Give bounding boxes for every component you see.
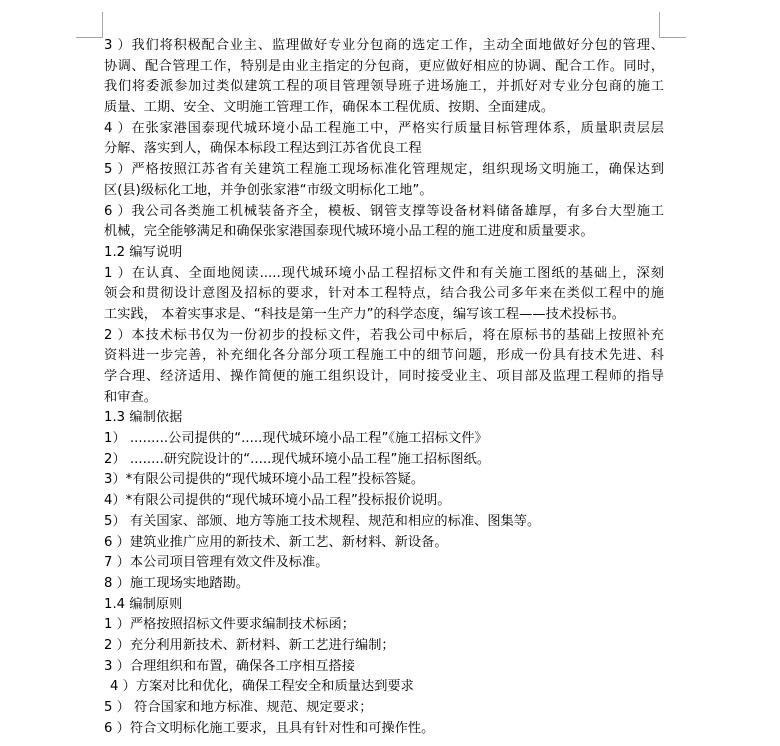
- text-line: 4 ）在张家港国泰现代城环境小品工程施工中，严格实行质量目标管理体系，质量职责层层: [104, 120, 664, 136]
- text-line: 质量、工期、安全、文明施工管理工作，确保本工程优质、按期、全面建成。: [104, 100, 555, 116]
- text-line: 4）*有限公司提供的“现代城环境小品工程”投标报价说明。: [104, 493, 451, 509]
- text-line: 4 ）方案对比和优化，确保工程安全和质量达到要求: [110, 679, 414, 695]
- text-line: 我们将委派参加过类似建筑工程的项目管理领导班子进场施工，并抓好对专业分包商的施工: [104, 79, 664, 95]
- text-line: 和审查。: [104, 389, 157, 405]
- text-line: 分解、落实到人，确保本标段工程达到江苏省优良工程: [104, 141, 422, 157]
- text-line: 3 ）我们将积极配合业主、监理做好专业分包商的选定工作，主动全面地做好分包的管理、: [104, 38, 664, 53]
- text-line: 3）*有限公司提供的“现代城环境小品工程”投标答疑。: [104, 472, 425, 488]
- text-line: 6 ）建筑业推广应用的新技术、新工艺、新材料、新设备。: [104, 534, 448, 550]
- text-line: 2 ）本技术标书仅为一份初步的投标文件，若我公司中标后，将在原标书的基础上按照补充: [104, 327, 664, 343]
- text-line: 1 ）严格按照招标文件要求编制技术标函；: [104, 617, 355, 633]
- text-line: 机械，完全能够满足和确保张家港国泰现代城环境小品工程的施工进度和质量要求。: [104, 224, 594, 240]
- text-line: 1） .........公司提供的“.....现代城环境小品工程”《施工招标文件》: [104, 431, 488, 447]
- text-line: 领会和贯彻设计意图及招标的要求，针对本工程特点，结合我公司多年来在类似工程中的施: [104, 286, 664, 302]
- text-line: 工实践， 本着实事求是、“科技是第一生产力”的科学态度，编写该工程——技术投标书。: [104, 306, 626, 322]
- document-body: [104, 36, 664, 739]
- text-line: 6 ）符合文明标化施工要求，且具有针对性和可操作性。: [104, 720, 435, 736]
- crop-mark-top-left-vertical: [102, 12, 103, 38]
- text-line: 3 ）合理组织和布置，确保各工序相互搭接: [104, 658, 355, 674]
- text-line: 1 ）在认真、全面地阅读.....现代城环境小品工程招标文件和有关施工图纸的基础上，深刻: [104, 265, 664, 281]
- text-line: 1.3 编制依据: [104, 410, 183, 426]
- text-line: 8 ）施工现场实地踏勘。: [104, 575, 250, 591]
- text-line: 2） ........研究院设计的“.....现代城环境小品工程”施工招标图纸。: [104, 451, 491, 467]
- text-line: 2 ）充分利用新技术、新材料、新工艺进行编制；: [104, 637, 395, 653]
- crop-mark-top-left-horizontal: [76, 37, 103, 38]
- text-line: 5） 有关国家、部颁、地方等施工技术规程、规范和相应的标准、图集等。: [104, 513, 541, 529]
- text-line: 1.4 编制原则: [104, 596, 183, 612]
- text-line: 6 ）我公司各类施工机械装备齐全，模板、钢管支撑等设备材料储备雄厚，有多台大型施工: [104, 203, 664, 219]
- crop-mark-top-right-vertical: [659, 12, 660, 38]
- text-line: 7 ）本公司项目管理有效文件及标准。: [104, 555, 329, 571]
- text-line: 5 ） 符合国家和地方标准、规范、规定要求；: [104, 700, 373, 715]
- text-line: 协调、配合管理工作，特别是由业主指定的分包商，更应做好相应的协调、配合工作。同时，: [104, 58, 664, 74]
- text-line: 学合理、经济适用、操作简便的施工组织设计，同时接受业主、项目部及监理工程师的指导: [104, 369, 664, 384]
- text-line: 区(县)级标化工地，并争创张家港“市级文明标化工地”。: [104, 182, 433, 198]
- text-line: 1.2 编写说明: [104, 244, 183, 260]
- text-line: 5 ）严格按照江苏省有关建筑工程施工现场标准化管理规定，组织现场文明施工，确保达到: [104, 162, 664, 178]
- text-line: 资料进一步完善，补充细化各分部分项工程施工中的细节问题，形成一份具有技术先进、科: [104, 348, 664, 364]
